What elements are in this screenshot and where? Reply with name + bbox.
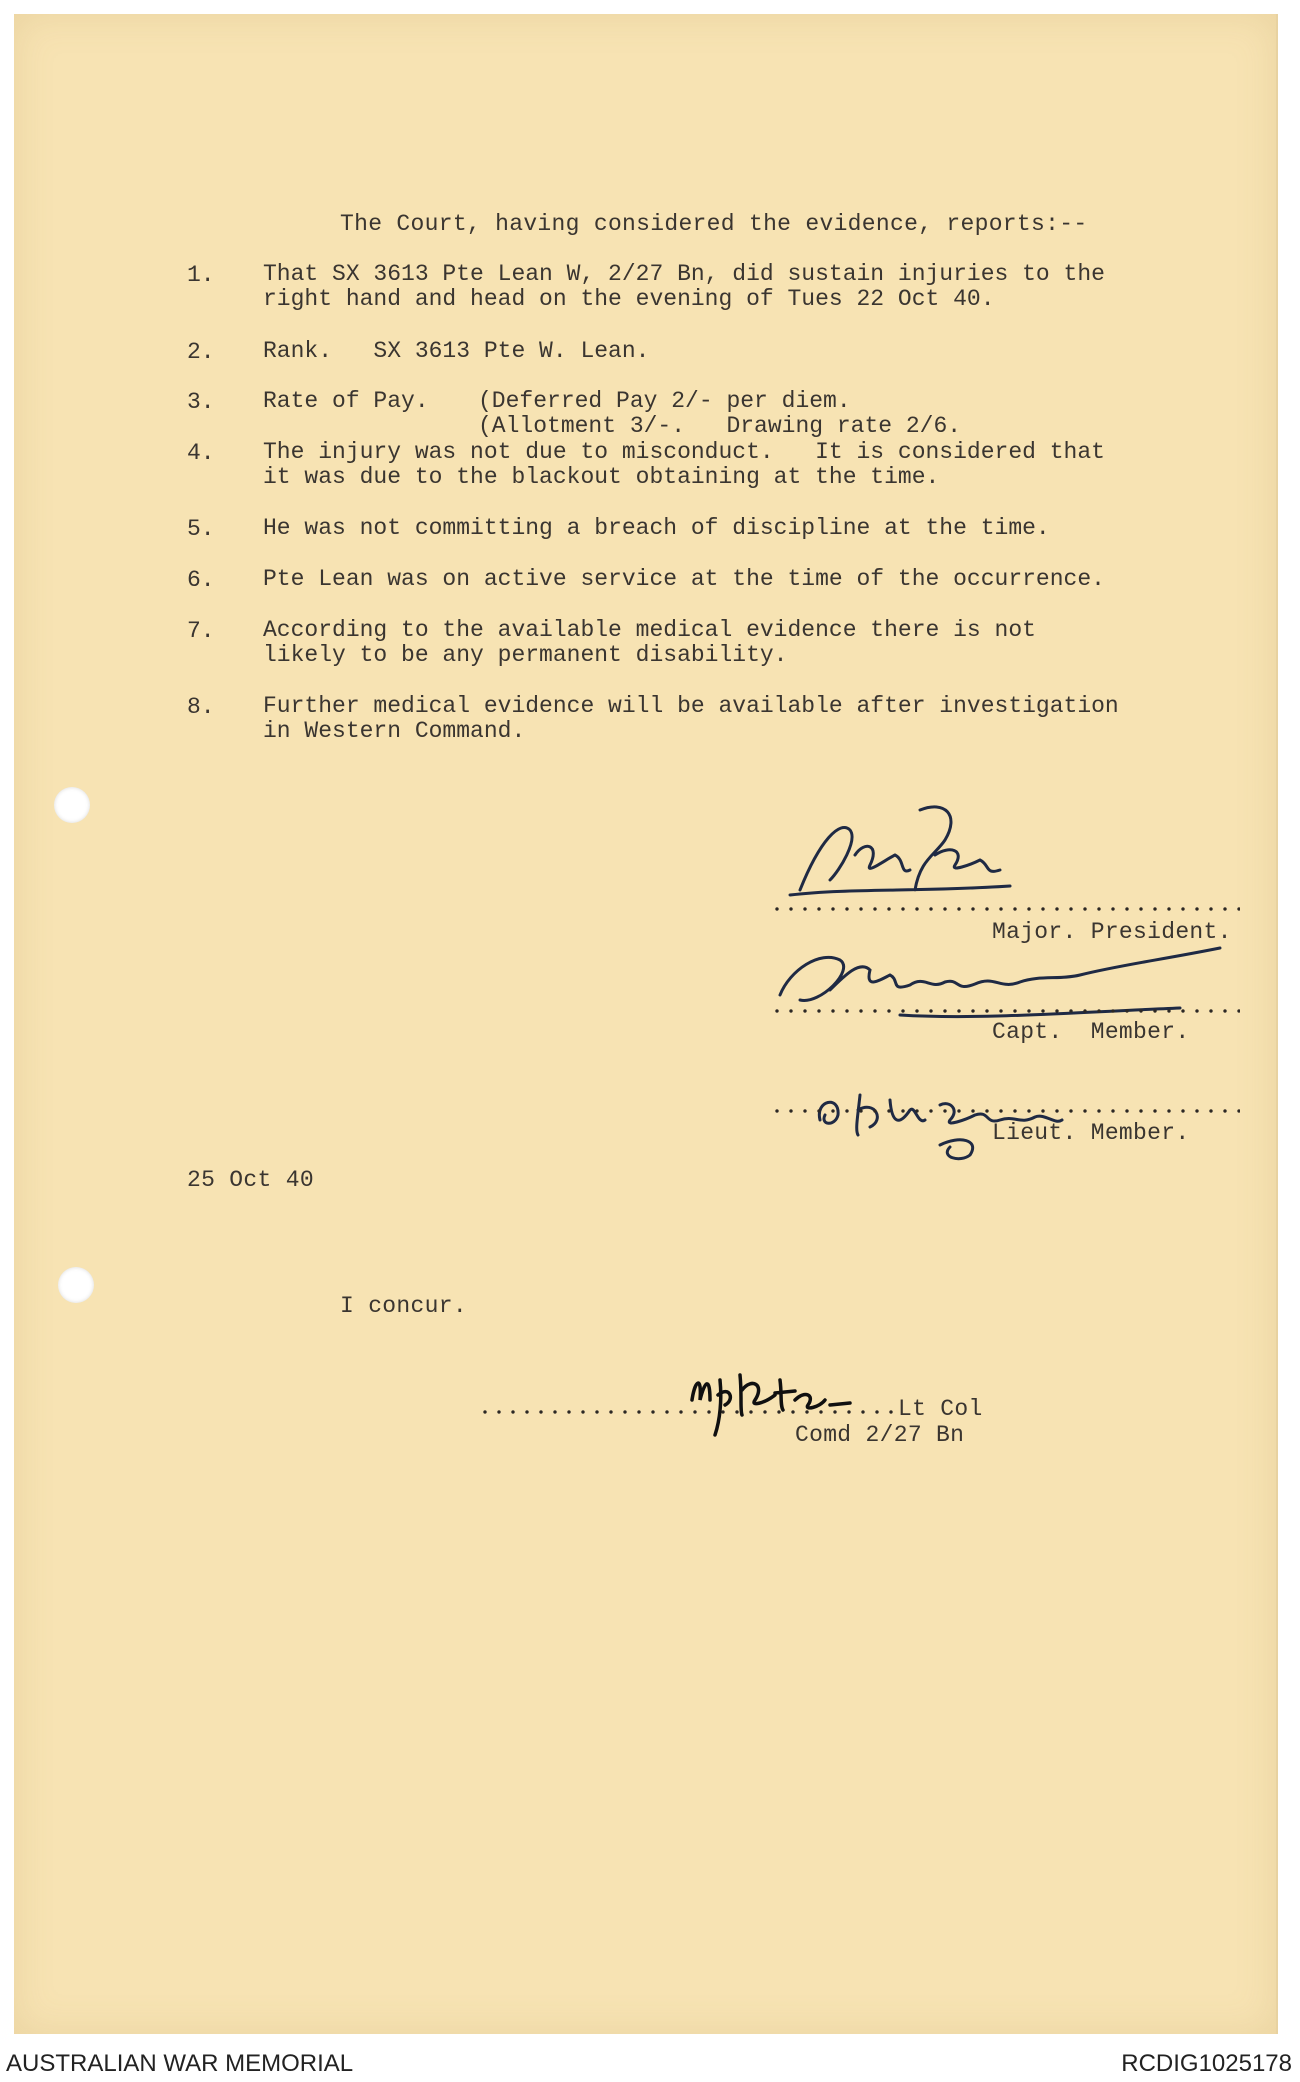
item-text-5: He was not committing a breach of discipline at the time.	[263, 515, 1050, 541]
item-number-1: 1.	[187, 262, 215, 288]
commander-rank: Lt Col	[898, 1396, 983, 1422]
item-text-7: According to the available medical evidence there is not likely to be any permanent disability.	[263, 617, 1036, 668]
signature-line-captain	[770, 1008, 1240, 1014]
signatory-role-president: Major. President.	[992, 919, 1232, 945]
item-number-2: 2.	[187, 339, 215, 365]
signature-line-commander	[478, 1409, 894, 1415]
punch-hole-bottom	[58, 1267, 94, 1303]
item-text-6: Pte Lean was on active service at the time of the occurrence.	[263, 566, 1105, 592]
signature-president	[770, 800, 1030, 910]
footer-archive-name: AUSTRALIAN WAR MEMORIAL	[6, 2050, 354, 2077]
item-number-4: 4.	[187, 440, 215, 466]
commander-unit: Comd 2/27 Bn	[795, 1422, 965, 1448]
item-number-5: 5.	[187, 516, 215, 542]
signatory-role-lieutenant: Lieut. Member.	[992, 1120, 1190, 1146]
item-text-3: (Deferred Pay 2/- per diem. (Allotment 3/-. Drawing rate 2/6.	[478, 388, 962, 439]
item-number-8: 8.	[187, 694, 215, 720]
signature-line-president	[770, 906, 1240, 912]
item-text-1: That SX 3613 Pte Lean W, 2/27 Bn, did sustain injuries to the right hand and head on the evening of Tues 22 Oct 40.	[263, 261, 1105, 312]
item-text-4: The injury was not due to misconduct. It is considered that it was due to the blackout obtaining at the time.	[263, 439, 1105, 490]
item-number-7: 7.	[187, 618, 215, 644]
item-text-2: Rank. SX 3613 Pte W. Lean.	[263, 338, 650, 364]
punch-hole-top	[54, 787, 90, 823]
footer-record-id: RCDIG1025178	[1121, 2050, 1292, 2077]
item-text-8: Further medical evidence will be available after investigation in Western Command.	[263, 693, 1119, 744]
signature-line-lieutenant	[770, 1108, 1240, 1114]
report-date: 25 Oct 40	[187, 1167, 314, 1193]
item-number-6: 6.	[187, 567, 215, 593]
item-label-3: Rate of Pay.	[263, 388, 429, 414]
concurrence-text: I concur.	[340, 1293, 467, 1319]
signature-lieutenant	[800, 1065, 1120, 1165]
report-heading: The Court, having considered the evidence, reports:--	[340, 211, 1088, 237]
item-number-3: 3.	[187, 389, 215, 415]
signatory-role-captain: Capt. Member.	[992, 1019, 1190, 1045]
